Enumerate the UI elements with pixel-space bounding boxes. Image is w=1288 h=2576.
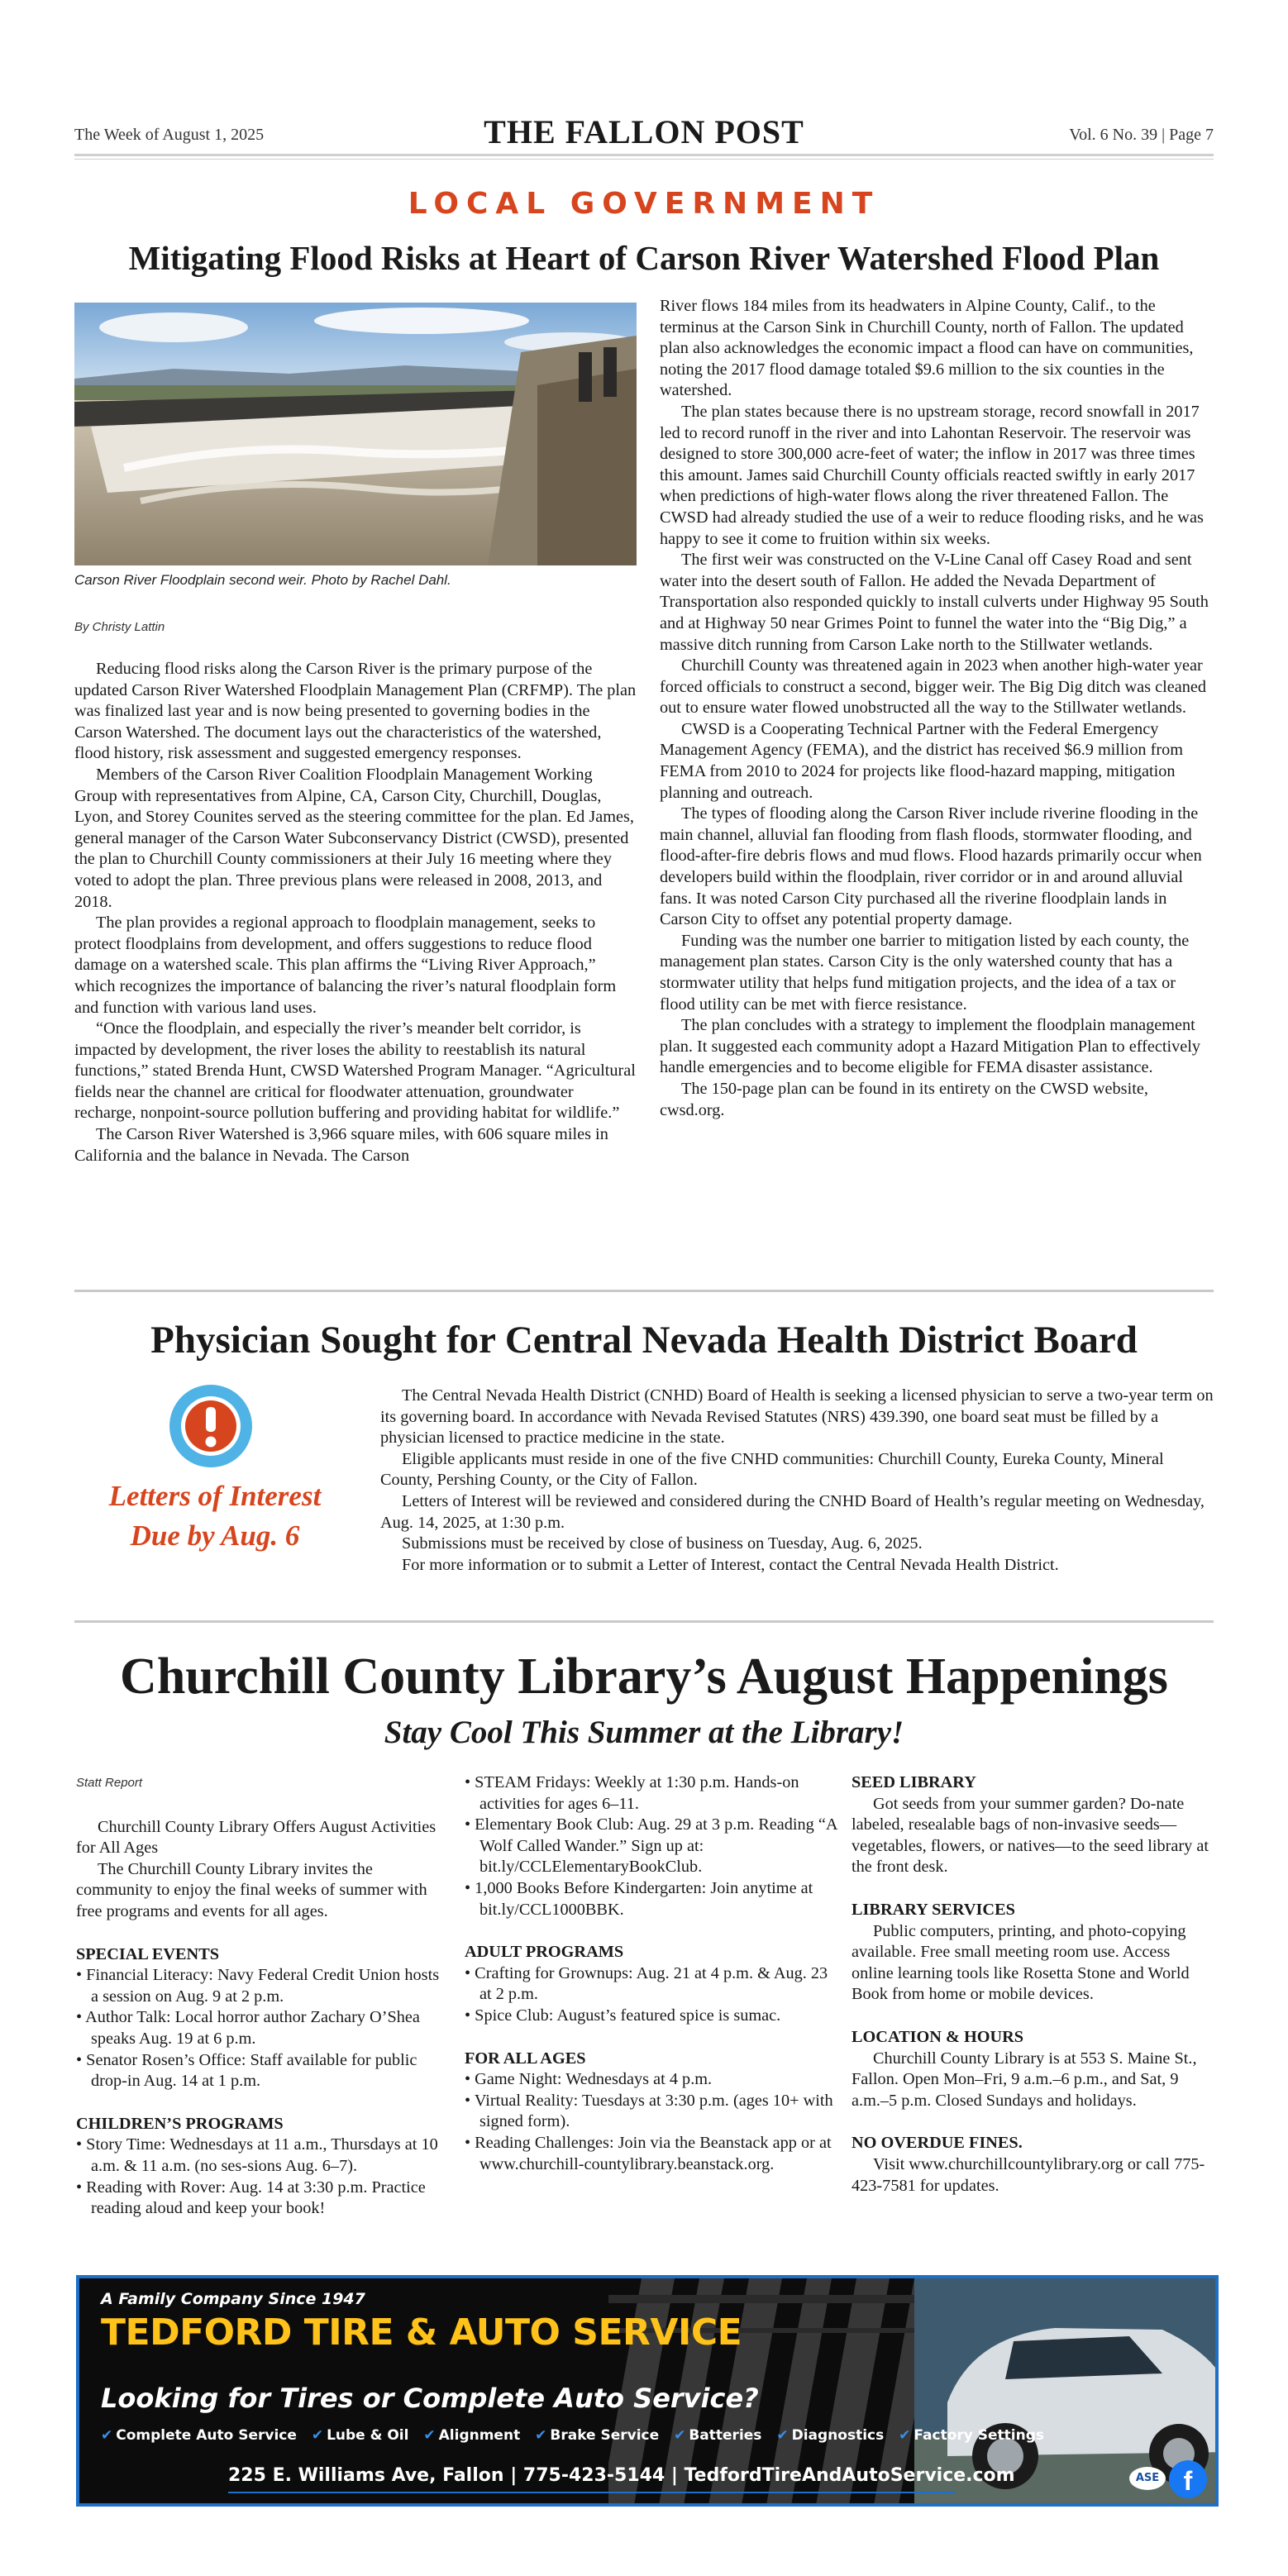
ad-since: A Family Company Since 1947 [101,2290,365,2308]
paragraph: The 150-page plan can be found in its entirety on the CWSD website, cwsd.org. [660,1079,1148,1119]
list-item: • Reading with Rover: Aug. 14 at 3:30 p.m. Practice reading aloud and keep your book! [76,2178,448,2220]
check-icon: ✔ [311,2427,324,2444]
paragraph: CWSD is a Cooperating Technical Partner with the Federal Emergency Management Agency (FEMA), and the district has received $6.9 million from FEMA from 2010 to 2024 for projects like flood-hazard mapping, mitigation planning and outreach. [660,719,1184,802]
issue-volume: Vol. 6 No. 39 | Page 7 [1069,126,1214,144]
service-item [312,2427,409,2444]
paragraph: Churchill County was threatened again in 2023 when another high-water year forced officials to construct a second, bigger weir. The Big Dig ditch was cleaned out to ensure water flowed unobstructed all the way to the Stillwater wetlands. [660,656,1207,718]
paragraph: For more information or to submit a Letter of Interest, contact the Central Nevada Health District. [402,1555,1059,1574]
childrens-programs-list [76,2135,448,2219]
weir-photo [74,303,637,565]
callout-line: Due by Aug. 6 [130,1519,300,1552]
service-label: Diagnostics [791,2427,885,2444]
service-label: Lube & Oil [327,2427,409,2444]
paragraph: The first weir was constructed on the V-Line Canal off Casey Road and sent water into the desert south of Fallon. He added the Nevada Department of Transportation also responded quickly to install culverts under Highway 95 South and at Highway 50 near Grimes Point to funnel the water into the “Big Dig,” a massive ditch running from Carson Lake north to the Stillwater wetlands. [660,551,1209,654]
header-rule-thin [74,159,1214,160]
section-heading: ADULT PROGRAMS [465,1943,624,1962]
all-ages-list [465,2069,841,2175]
section-heading: LOCATION & HOURS [852,2027,1024,2046]
list-item: • Spice Club: August’s featured spice is sumac. [465,2006,841,2027]
check-icon: ✔ [899,2427,911,2444]
list-item: • Senator Rosen’s Office: Staff available for public drop-in Aug. 14 at 1 p.m. [76,2050,448,2092]
list-item: • Virtual Reality: Tuesdays at 3:30 p.m. (ages 10+ with signed form). [465,2091,841,2133]
paragraph: Funding was the number one barrier to mitigation listed by each county, the management plan states. Carson City is the only watershed county that has a stormwater utility that helps fund mitigation projects, and the idea of a tax or flood utility can be met with fierce resistance. [660,931,1190,1014]
article3-headline: Churchill County Library’s August Happenings [120,1648,1168,1705]
list-item: • STEAM Fridays: Weekly at 1:30 p.m. Hands-on activities for ages 6–11. [465,1772,841,1815]
paragraph: Members of the Carson River Coalition Floodplain Management Working Group with representatives from Alpine, CA, Carson City, Churchill, Douglas, Lyon, and Storey Counites served as the steering committee for the plan. Ed James, general manager of the Carson Water Subconservancy District (CWSD), presented the plan to Churchill County commissioners at their July 16 meeting where they voted to adopt the plan. Three previous plans were released in 2008, 2013, and 2018. [74,765,635,911]
deadline-callout [79,1476,351,1556]
section-label: LOCAL GOVERNMENT [408,187,880,221]
service-label: Brake Service [550,2427,660,2444]
paragraph: The plan provides a regional approach to floodplain management, seeks to protect floodplains from development, and offers suggestions to reduce flood damage on a watershed scale. This plan affirms the “Living River Approach,” which recognizes the importance of balancing the river’s natural floodplain form and function with various land uses. [74,914,617,1017]
ase-logo-icon: ASE [1129,2467,1166,2490]
list-item: • Reading Challenges: Join via the Beanstack app or at www.churchill-countylibrary.beanstack.org. [465,2133,841,2175]
facebook-icon[interactable]: f [1169,2460,1207,2498]
article2-headline: Physician Sought for Central Nevada Health District Board [150,1319,1138,1362]
service-item [535,2427,659,2444]
ad-services [101,2427,1054,2444]
list-item: • Financial Literacy: Navy Federal Credit Union hosts a session on Aug. 9 at 2 p.m. [76,1965,448,2007]
callout-line: Letters of Interest [108,1480,322,1512]
paragraph: Letters of Interest will be reviewed and considered during the CNHD Board of Health’s regular meeting on Wednesday, Aug. 14, 2025, at 1:30 p.m. [380,1491,1205,1532]
list-item: • 1,000 Books Before Kindergarten: Join anytime at bit.ly/CCL1000BBK. [465,1878,841,1920]
paragraph: The plan states because there is no upstream storage, record snowfall in 2017 led to record runoff in the river and into Lahontan Reservoir. The reservoir was designed to store 300,000 acre-feet of water; the inflow in 2017 was three times this amount. James said Churchill County officials reacted swiftly in early 2017 when predictions of high-water flows along the river threatened Fallon. The CWSD had already studied the use of a weir to reduce flooding risks, and he was happy to see it come to fruition within six weeks. [660,402,1204,548]
section-heading: LIBRARY SERVICES [852,1900,1015,1919]
list-item: • Game Night: Wednesdays at 4 p.m. [465,2069,841,2091]
library-column-1 [76,1772,448,2220]
paragraph: River flows 184 miles from its headwaters in Alpine County, Calif., to the terminus at the Carson Sink in Churchill County, north of Fallon. The updated plan also acknowledges the economic impact a flood can have on communities, noting the 2017 flood damage totaled $9.6 million to the six counties in the watershed. [660,297,1194,400]
section-heading: NO OVERDUE FINES. [852,2134,1023,2153]
service-label: Factory Settings [914,2427,1045,2444]
paragraph: Churchill County Library Offers August Activities for All Ages [76,1817,436,1858]
paragraph: Eligible applicants must reside in one of the five CNHD communities: Churchill County, Eureka County, Mineral County, Pershing County, or the City of Fallon. [380,1449,1164,1490]
header-rule [74,154,1214,156]
article3-subhead: Stay Cool This Summer at the Library! [384,1715,904,1750]
check-icon: ✔ [674,2427,686,2444]
ad-underline [228,2492,956,2493]
check-icon: ✔ [776,2427,789,2444]
paragraph: The Carson River Watershed is 3,966 square miles, with 606 square miles in California and the balance in Nevada. The Carson [74,1125,608,1165]
childrens-programs-list-continued [465,1772,841,1920]
section-divider [74,1620,1214,1623]
issue-date: The Week of August 1, 2025 [74,126,265,144]
paragraph: The types of flooding along the Carson River include riverine flooding in the main channel, alluvial fan flooding from flash floods, stormwater flooding, and flood-after-fire debris flows and mud flows. Flood hazards primarily occur when developers build within the floodplain, river corridor or in and around alluvial fans. It was noted Carson City purchased all the riverine floodplain lands in Carson City to offset any potential property damage. [660,804,1202,929]
paragraph: Visit www.churchillcountylibrary.org or call 775-423-7581 for updates. [852,2154,1205,2195]
special-events-list [76,1965,448,2092]
paragraph: “Once the floodplain, and especially the river’s meander belt corridor, is impacted by development, the river loses the ability to reestablish its natural functions,” stated Brenda Hunt, CWSD Watershed Program Manager. “Agricultural fields near the channel are critical for floodwater attenuation, groundwater recharge, nonpoint-source pollution buffering and providing habitat for wildlife.” [74,1019,636,1123]
service-label: Batteries [689,2427,762,2444]
tedford-tire-ad[interactable] [76,2275,1219,2507]
article1-byline: By Christy Lattin [74,620,165,634]
service-item [899,2427,1044,2444]
photo-caption: Carson River Floodplain second weir. Photo by Rachel Dahl. [74,572,451,588]
exclamation-icon [165,1381,256,1472]
ad-tagline: Looking for Tires or Complete Auto Service? [101,2383,759,2414]
list-item: • Crafting for Grownups: Aug. 21 at 4 p.m. & Aug. 23 at 2 p.m. [465,1963,841,2006]
check-icon: ✔ [101,2427,113,2444]
service-item [423,2427,520,2444]
paragraph: The Churchill County Library invites the community to enjoy the final weeks of summer with free programs and events for all ages. [76,1859,427,1920]
section-heading: SEED LIBRARY [852,1773,976,1791]
adult-programs-list [465,1963,841,2027]
article1-column-right [660,296,1214,1121]
list-item: • Author Talk: Local horror author Zachary O’Shea speaks Aug. 19 at 6 p.m. [76,2007,448,2049]
service-item [776,2427,884,2444]
paragraph: Public computers, printing, and photo-copying available. Free small meeting room use. Access online learning tools like Rosetta Stone and World Book from home or mobile devices. [852,1921,1190,2004]
paragraph: The plan concludes with a strategy to implement the floodplain management plan. It suggested each community adopt a Hazard Mitigation Plan to effectively handle emergencies and to become eligible for FEMA disaster assistance. [660,1016,1201,1077]
paragraph: Submissions must be received by close of business on Tuesday, Aug. 6, 2025. [402,1534,923,1553]
library-column-3 [852,1772,1215,2197]
ad-address[interactable]: 225 E. Williams Ave, Fallon | 775-423-5144 | TedfordTireAndAutoService.com [228,2465,1015,2486]
section-heading: FOR ALL AGES [465,2049,586,2068]
service-label: Complete Auto Service [116,2427,297,2444]
service-item [101,2427,297,2444]
article1-headline: Mitigating Flood Risks at Heart of Carson River Watershed Flood Plan [128,239,1160,277]
article2-body [380,1386,1215,1576]
service-label: Alignment [438,2427,521,2444]
check-icon: ✔ [535,2427,547,2444]
masthead-title: THE FALLON POST [484,113,804,150]
paragraph: Reducing flood risks along the Carson River is the primary purpose of the updated Carson River Watershed Floodplain Management Plan (CRFMP). The plan was finalized last year and is now being presented to governing bodies in the Carson Watershed. The document lays out the characteristics of the watershed, flood history, risk assessment and suggested emergency responses. [74,660,637,763]
service-item [674,2427,761,2444]
ad-brand: TEDFORD TIRE & AUTO SERVICE [101,2311,742,2354]
section-divider [74,1290,1214,1292]
library-column-2 [465,1772,841,2175]
paragraph: The Central Nevada Health District (CNHD) Board of Health is seeking a licensed physician to serve a two-year term on its governing board. In accordance with Nevada Revised Statutes (NRS) 439.390, one board seat must be filled by a physician licensed to practice medicine in the state. [380,1386,1214,1448]
check-icon: ✔ [423,2427,436,2444]
article1-column-left [74,659,637,1166]
section-heading: SPECIAL EVENTS [76,1944,220,1963]
paragraph: Churchill County Library is at 553 S. Maine St., Fallon. Open Mon–Fri, 9 a.m.–6 p.m., and Sat, 9 a.m.–5 p.m. Closed Sundays and holidays. [852,2049,1197,2110]
paragraph: Got seeds from your summer garden? Do-nate labeled, resealable bags of non-invasive seeds—vegetables, flowers, or natives—to the seed library at the front desk. [852,1794,1209,1877]
article3-byline: Statt Report [76,1776,143,1790]
list-item: • Story Time: Wednesdays at 11 a.m., Thursdays at 10 a.m. & 11 a.m. (no ses-sions Aug. 6–7). [76,2135,448,2177]
section-heading: CHILDREN’S PROGRAMS [76,2114,284,2133]
list-item: • Elementary Book Club: Aug. 29 at 3 p.m. Reading “A Wolf Called Wander.” Sign up at: bit.ly/CCLElementaryBookClub. [465,1815,841,1878]
